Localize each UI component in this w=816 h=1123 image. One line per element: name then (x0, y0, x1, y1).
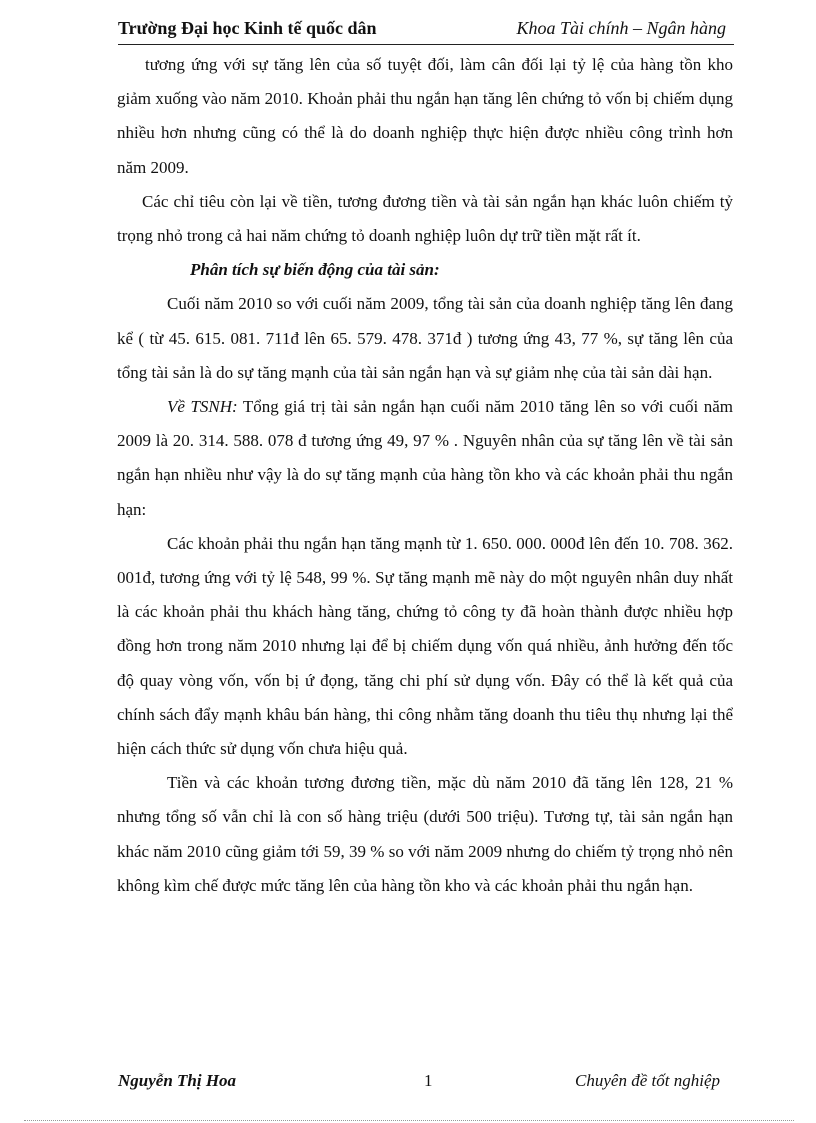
document-body (117, 48, 733, 903)
header-university: Trường Đại học Kinh tế quốc dân (118, 18, 377, 38)
paragraph-5: Các khoản phải thu ngắn hạn tăng mạnh từ 1. 650. 000. 000đ lên đến 10. 708. 362. 001đ, tương ứng với tỷ lệ 548, 99 %. Sự tăng mạnh mẽ này do một nguyên nhân duy nhất là các khoản phải thu khách hàng tăng, chứng tỏ công ty đã hoàn thành được nhiều hợp đồng hơn trong năm 2010 nhưng lại để bị chiếm dụng vốn quá nhiều, ảnh hưởng đến tốc độ quay vòng vốn, vốn bị ứ đọng, tăng chi phí sử dụng vốn. Đây có thể là kết quả của chính sách đẩy mạnh khâu bán hàng, thi công nhằm tăng doanh thu tiêu thụ nhưng lại thể hiện cách thức sử dụng vốn chưa hiệu quả. (117, 533, 733, 759)
footer-document-type: Chuyên đề tốt nghiệp (575, 1071, 720, 1090)
footer-author: Nguyễn Thị Hoa (118, 1071, 237, 1090)
paragraph-4-text: Tổng giá trị tài sản ngắn hạn cuối năm 2010 tăng lên so với cuối năm 2009 là 20. 314. 588. 078 đ tương ứng 49, 97 % . Nguyên nhân của sự tăng lên về tài sản ngắn hạn nhiều như vậy là do sự tăng mạnh của hàng tồn kho và các khoản phải thu ngắn hạn: (117, 397, 734, 519)
page-header (118, 18, 734, 45)
header-faculty: Khoa Tài chính – Ngân hàng (516, 18, 726, 38)
page-footer (118, 1071, 734, 1097)
page-bottom-rule (24, 1120, 794, 1121)
paragraph-3: Cuối năm 2010 so với cuối năm 2009, tổng tài sản của doanh nghiệp tăng lên đang kể ( từ 45. 615. 081. 711đ lên 65. 579. 478. 371đ ) tương ứng 43, 77 %, sự tăng lên của tổng tài sản là do sự tăng mạnh của tài sản ngắn hạn và sự giảm nhẹ của tài sản dài hạn. (117, 294, 733, 382)
section-subheading: Phân tích sự biến động của tài sản: (190, 260, 440, 280)
paragraph-4 (117, 390, 733, 527)
paragraph-4-lead: Về TSNH: (167, 397, 238, 417)
footer-page-number: 1 (424, 1071, 433, 1090)
paragraph-6: Tiền và các khoản tương đương tiền, mặc dù năm 2010 đã tăng lên 128, 21 % nhưng tổng số vẫn chỉ là con số hàng triệu (dưới 500 triệu). Tương tự, tài sản ngắn hạn khác năm 2010 cũng giảm tới 59, 39 % so với năm 2009 nhưng do chiếm tỷ trọng nhỏ nên không kìm chế được mức tăng lên của hàng tồn kho và các khoản phải thu ngắn hạn. (117, 773, 733, 895)
paragraph-1: tương ứng với sự tăng lên của số tuyệt đối, làm cân đối lại tỷ lệ của hàng tồn kho giảm xuống vào năm 2010. Khoản phải thu ngắn hạn tăng lên chứng tỏ vốn bị chiếm dụng nhiều hơn nhưng cũng có thể là do doanh nghiệp thực hiện được nhiều công trình hơn năm 2009. (117, 55, 733, 177)
paragraph-2: Các chỉ tiêu còn lại về tiền, tương đương tiền và tài sản ngắn hạn khác luôn chiếm tỷ trọng nhỏ trong cả hai năm chứng tỏ doanh nghiệp luôn dự trữ tiền mặt rất ít. (117, 191, 733, 246)
